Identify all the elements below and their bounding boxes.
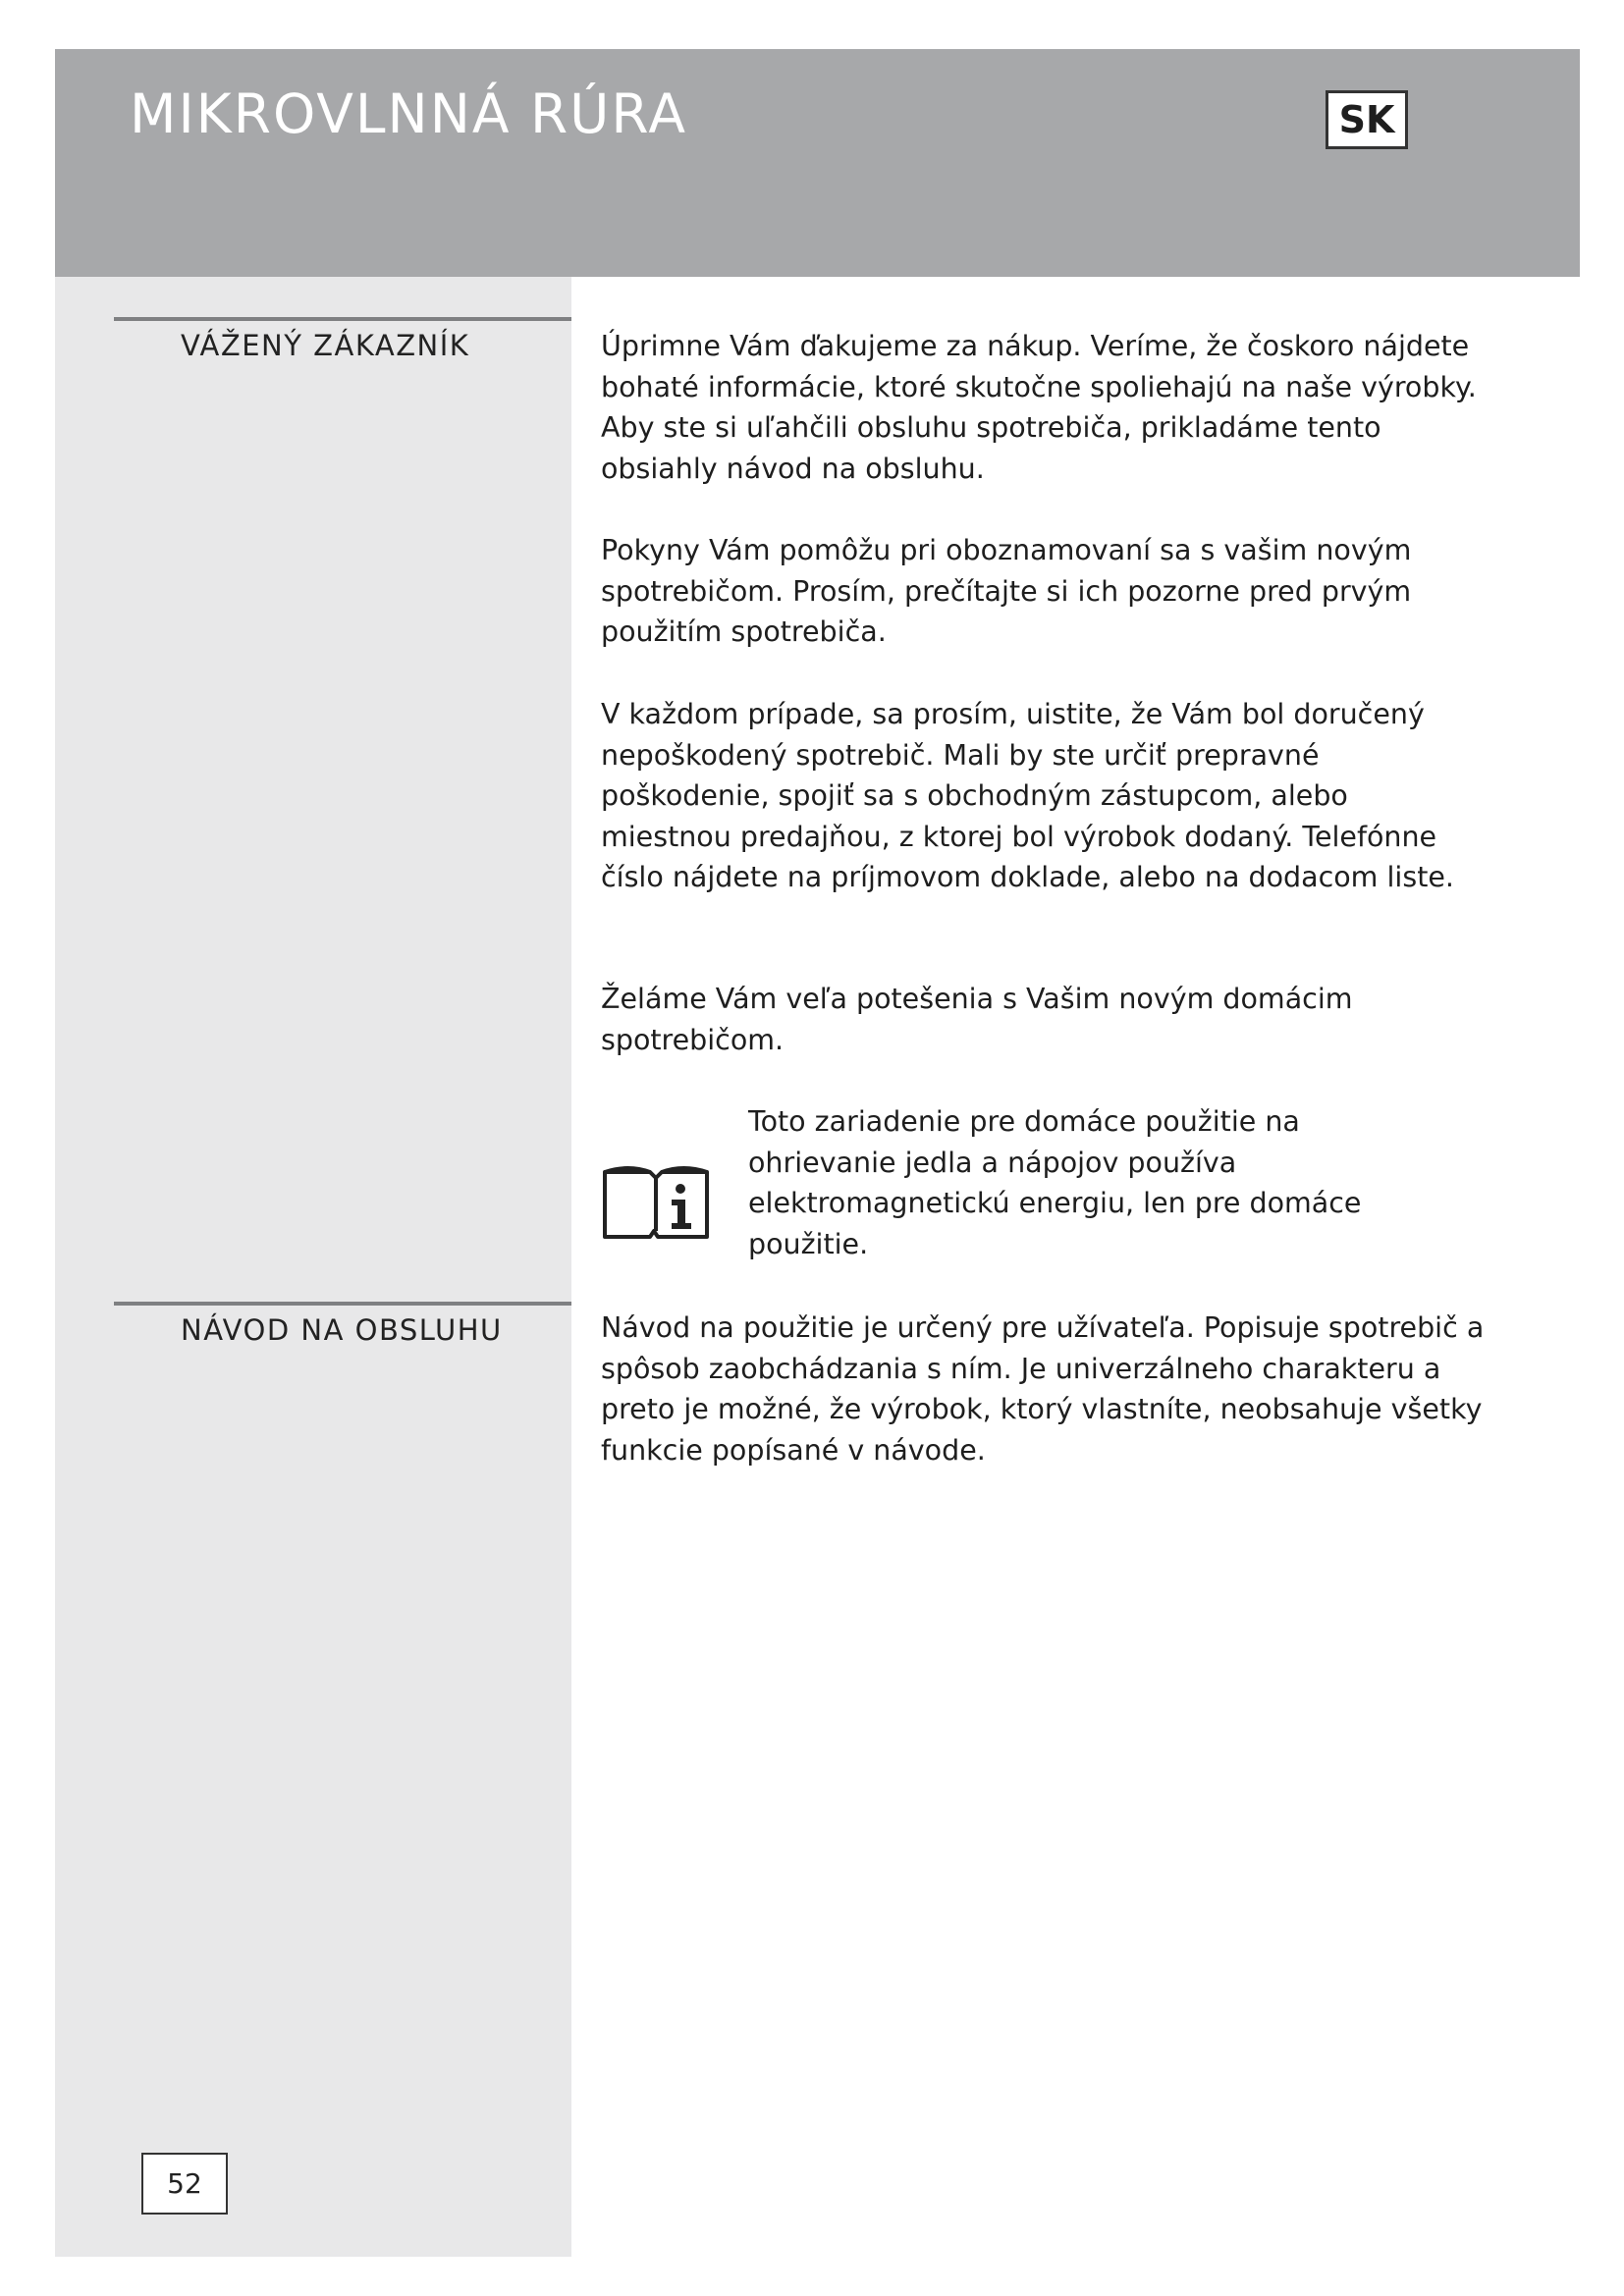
language-badge: SK [1326,90,1408,149]
paragraph: Pokyny Vám pomôžu pri oboznamovaní sa s vašim novým spotrebičom. Prosím, prečítajte si ich pozorne pred prvým použitím spotrebiča. [601,534,1412,648]
paragraph: Návod na použitie je určený pre užívateľa. Popisuje spotrebič a spôsob zaobchádzania s ním. Je univerzálneho charakteru a preto je možné, že výrobok, ktorý vlastníte, neobsahuje všetky funkcie popísané v návode. [601,1311,1485,1467]
info-note [601,1101,1485,1268]
paragraph: Úprimne Vám ďakujeme za nákup. Veríme, že čoskoro nájdete bohaté informácie, ktoré skutočne spoliehajú na naše výrobky. Aby ste si uľahčili obsluhu spotrebiča, prikladáme tento obsiahly návod na obsluhu. [601,330,1477,485]
paragraph: Želáme Vám veľa potešenia s Vašim novým domácim spotrebičom. [601,983,1353,1056]
info-note-text: Toto zariadenie pre domáce použitie na ohrievanie jedla a nápojov používa elektromagnetickú energiu, len pre domáce použitie. [748,1105,1362,1260]
paragraph: V každom prípade, sa prosím, uistite, že Vám bol doručený nepoškodený spotrebič. Mali by ste určiť prepravné poškodenie, spojiť sa s obchodným zástupcom, alebo miestnou predajňou, z ktorej bol výrobok dodaný. Telefónne číslo nájdete na príjmovom doklade, alebo na dodacom liste. [601,698,1454,893]
sidebar-column [55,277,571,2257]
page-title: MIKROVLNNÁ RÚRA [130,82,688,145]
section-label-dear-customer: VÁŽENÝ ZÁKAZNÍK [114,317,571,362]
book-info-icon [601,1162,711,1241]
page-number: 52 [141,2153,228,2215]
section-label-user-manual: NÁVOD NA OBSLUHU [114,1302,571,1347]
